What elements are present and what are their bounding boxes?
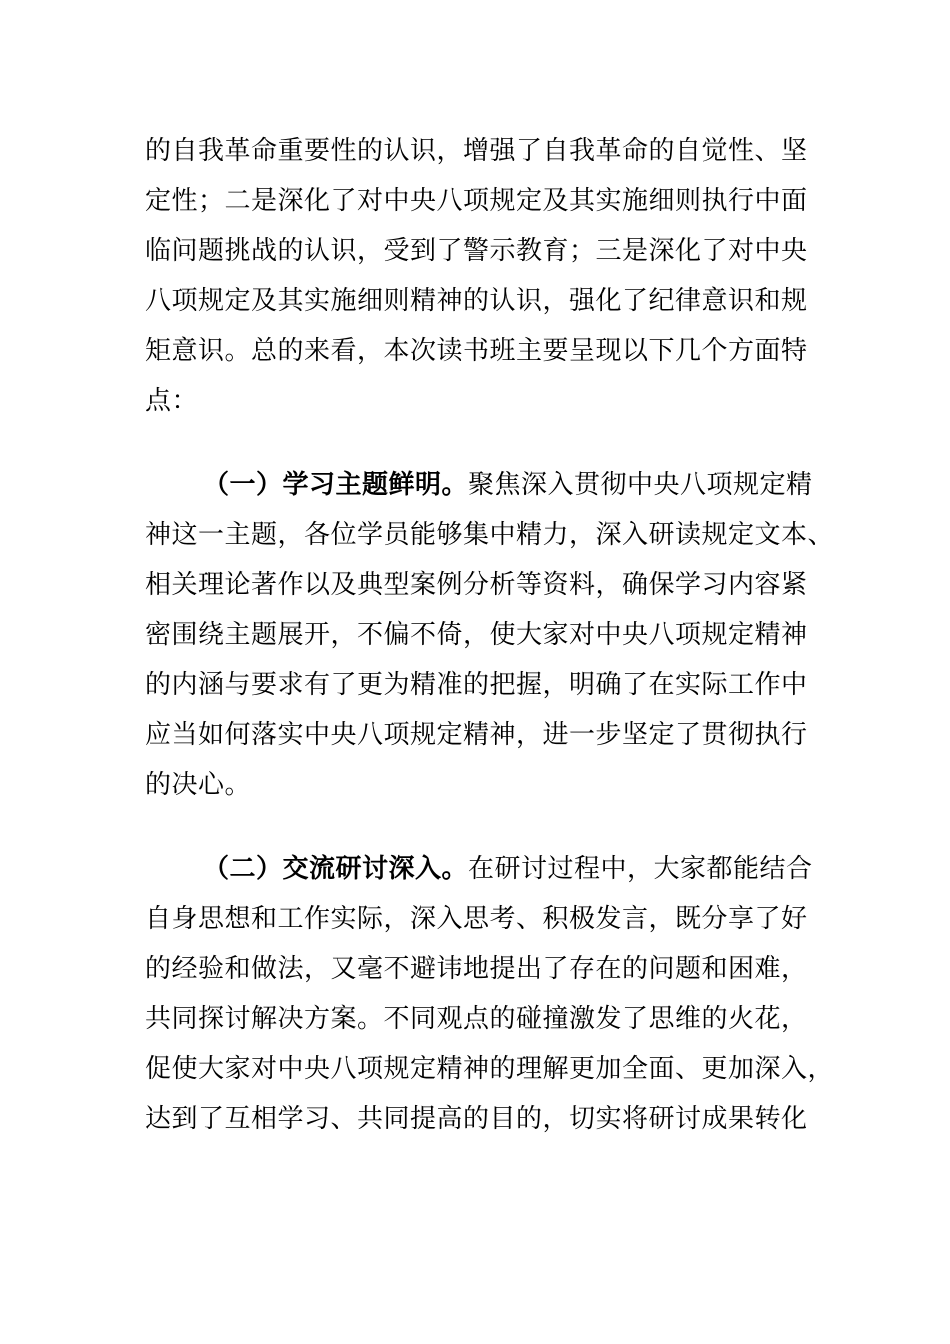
text-line: 的内涵与要求有了更为精准的把握，明确了在实际工作中: [145, 670, 808, 700]
text-line: 促使大家对中央八项规定精神的理解更加全面、更加深入，: [145, 1054, 835, 1084]
section-heading-2: （二）交流研讨深入。: [203, 854, 469, 884]
text-fragment: 在研讨过程中，大家都能结合: [468, 854, 813, 884]
text-line: 应当如何落实中央八项规定精神，进一步坚定了贯彻执行: [145, 720, 808, 750]
text-line: 自身思想和工作实际，深入思考、积极发言，既分享了好: [145, 904, 808, 934]
text-line: 点：: [145, 386, 199, 416]
text-line: 临问题挑战的认识，受到了警示教育；三是深化了对中央: [145, 236, 808, 266]
text-line: 的自我革命重要性的认识，增强了自我革命的自觉性、坚: [145, 136, 808, 166]
text-line-first: [145, 460, 813, 510]
text-line: 的决心。: [145, 770, 252, 800]
text-line: 共同探讨解决方案。不同观点的碰撞激发了思维的火花，: [145, 1004, 808, 1034]
text-line: 定性；二是深化了对中央八项规定及其实施细则执行中面: [145, 186, 808, 216]
text-line: 密围绕主题展开，不偏不倚，使大家对中央八项规定精神: [145, 620, 808, 650]
paragraph-discussion: [145, 844, 835, 1144]
text-line: 八项规定及其实施细则精神的认识，强化了纪律意识和规: [145, 286, 808, 316]
text-fragment: 聚焦深入贯彻中央八项规定精: [468, 470, 813, 500]
text-line: 矩意识。总的来看，本次读书班主要呈现以下几个方面特: [145, 336, 808, 366]
text-line-first: [145, 844, 813, 894]
text-line: 神这一主题，各位学员能够集中精力，深入研读规定文本、: [145, 520, 835, 550]
text-line: 达到了互相学习、共同提高的目的，切实将研讨成果转化: [145, 1104, 808, 1134]
text-line: 的经验和做法，又毫不避讳地提出了存在的问题和困难，: [145, 954, 808, 984]
text-line: 相关理论著作以及典型案例分析等资料，确保学习内容紧: [145, 570, 808, 600]
paragraph-study-theme: [145, 460, 835, 810]
section-heading-1: （一）学习主题鲜明。: [203, 470, 469, 500]
paragraph-intro-summary: [145, 126, 808, 426]
